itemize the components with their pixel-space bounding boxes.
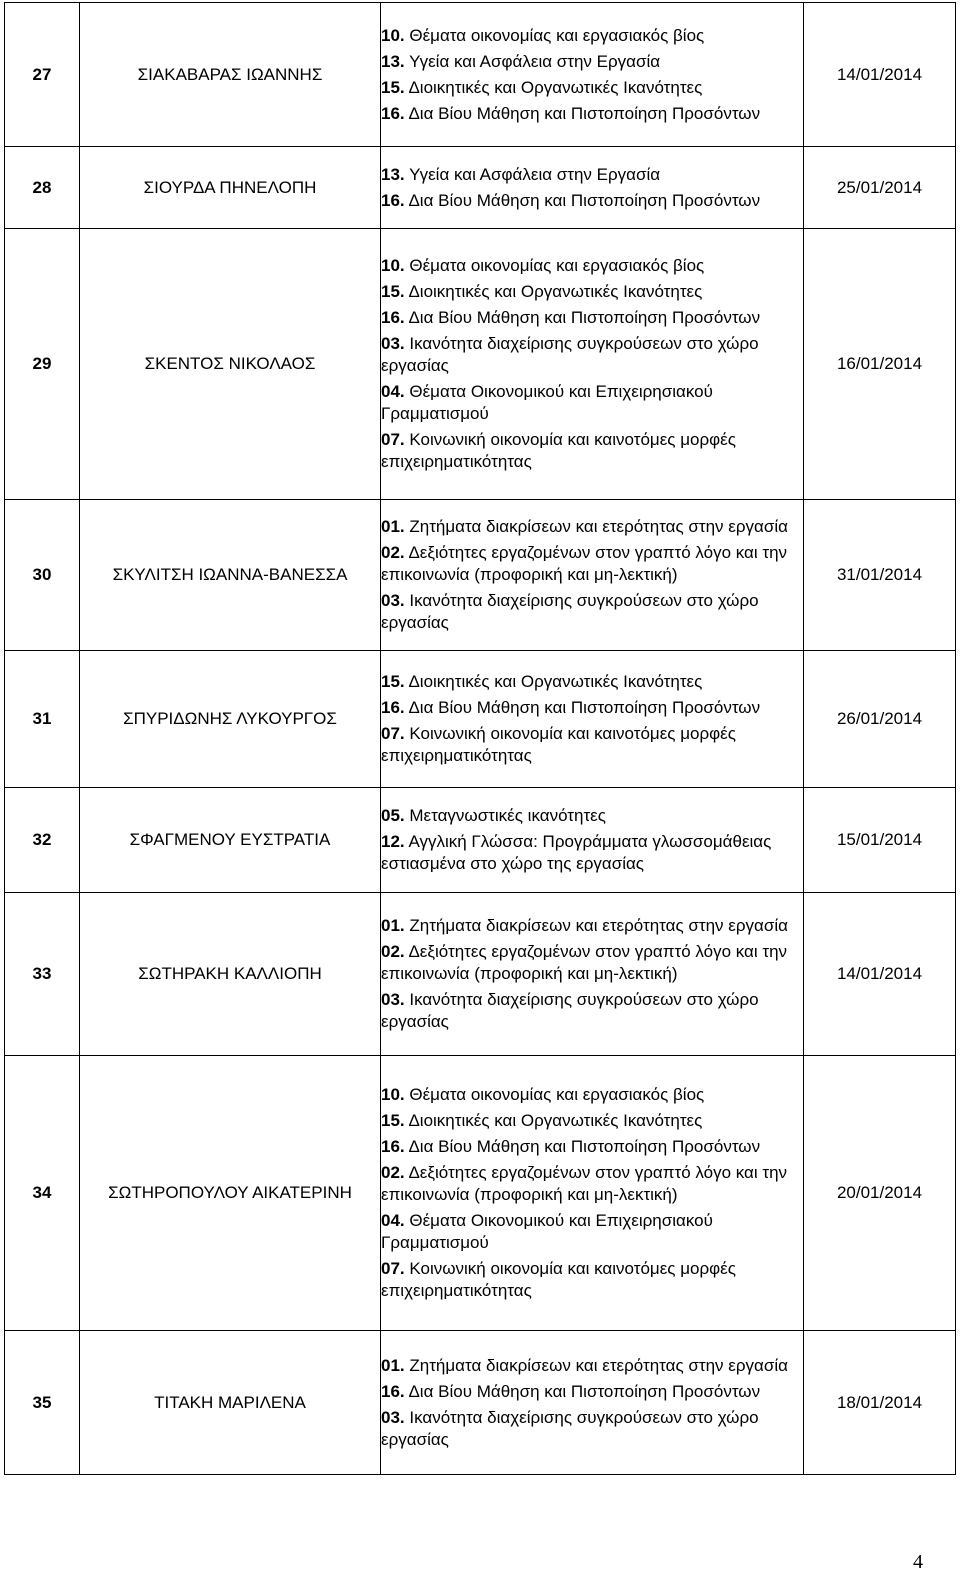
course-item: [381, 25, 803, 47]
course-item: [381, 941, 803, 985]
course-item: [381, 333, 803, 377]
row-number: 30: [5, 500, 80, 651]
course-code: 02.: [381, 942, 405, 961]
participants-table: [4, 2, 956, 1475]
course-title: Δεξιότητες εργαζομένων στον γραπτό λόγο και την επικοινωνία (προφορική και μη-λεκτική): [381, 543, 788, 584]
course-code: 01.: [381, 517, 405, 536]
course-title: Δεξιότητες εργαζομένων στον γραπτό λόγο και την επικοινωνία (προφορική και μη-λεκτική): [381, 1163, 788, 1204]
course-item: [381, 1110, 803, 1132]
course-code: 16.: [381, 190, 405, 210]
course-title: Ζητήματα διακρίσεων και ετερότητας στην εργασία: [409, 916, 788, 935]
course-item: [381, 1355, 803, 1377]
course-title: Δια Βίου Μάθηση και Πιστοποίηση Προσόντων: [408, 1381, 761, 1401]
course-code: 16.: [381, 308, 405, 327]
table-row: [5, 1331, 956, 1475]
course-title: Κοινωνική οικονομία και καινοτόμες μορφές επιχειρηματικότητας: [381, 1259, 736, 1300]
course-date: 31/01/2014: [804, 500, 956, 651]
course-title: Ικανότητα διαχείρισης συγκρούσεων στο χώρο εργασίας: [381, 334, 759, 375]
course-title: Ικανότητα διαχείρισης συγκρούσεων στο χώρο εργασίας: [381, 1407, 759, 1449]
course-item: [381, 1407, 803, 1451]
course-title: Δια Βίου Μάθηση και Πιστοποίηση Προσόντων: [408, 103, 761, 123]
course-code: 07.: [381, 1259, 405, 1278]
course-item: [381, 190, 803, 212]
course-code: 10.: [381, 256, 405, 275]
course-date: 14/01/2014: [804, 893, 956, 1056]
course-title: Υγεία και Ασφάλεια στην Εργασία: [409, 164, 661, 184]
course-item: [381, 1258, 803, 1302]
course-list: [381, 1331, 804, 1475]
course-title: Ικανότητα διαχείρισης συγκρούσεων στο χώρο εργασίας: [381, 591, 759, 632]
participant-name: ΣΩΤΗΡΑΚΗ ΚΑΛΛΙΟΠΗ: [80, 893, 381, 1056]
course-code: 01.: [381, 916, 405, 935]
course-title: Δια Βίου Μάθηση και Πιστοποίηση Προσόντων: [408, 1137, 761, 1156]
row-number: 34: [5, 1056, 80, 1331]
course-title: Μεταγνωστικές ικανότητες: [409, 806, 606, 825]
course-code: 02.: [381, 1163, 405, 1182]
course-item: [381, 805, 803, 827]
row-number: 32: [5, 788, 80, 893]
course-title: Δια Βίου Μάθηση και Πιστοποίηση Προσόντων: [408, 190, 761, 210]
course-list: [381, 500, 804, 651]
row-number: 31: [5, 651, 80, 788]
course-title: Ζητήματα διακρίσεων και ετερότητας στην εργασία: [409, 1355, 788, 1375]
row-number: 29: [5, 229, 80, 500]
participant-name: ΣΦΑΓΜΕΝΟΥ ΕΥΣΤΡΑΤΙΑ: [80, 788, 381, 893]
row-number: 35: [5, 1331, 80, 1475]
course-title: Αγγλική Γλώσσα: Προγράμματα γλωσσομάθειας εστιασμένα στο χώρο της εργασίας: [381, 832, 772, 873]
course-item: [381, 1381, 803, 1403]
course-title: Δεξιότητες εργαζομένων στον γραπτό λόγο και την επικοινωνία (προφορική και μη-λεκτική): [381, 942, 788, 983]
course-code: 16.: [381, 698, 405, 717]
course-code: 16.: [381, 1381, 405, 1401]
participant-name: ΣΙΑΚΑΒΑΡΑΣ ΙΩΑΝΝΗΣ: [80, 3, 381, 147]
course-item: [381, 381, 803, 425]
table-row: [5, 500, 956, 651]
course-title: Διοικητικές και Οργανωτικές Ικανότητες: [408, 77, 703, 97]
course-title: Κοινωνική οικονομία και καινοτόμες μορφές επιχειρηματικότητας: [381, 430, 736, 471]
table-row: [5, 3, 956, 147]
course-date: 26/01/2014: [804, 651, 956, 788]
participant-name: ΣΚΥΛΙΤΣΗ ΙΩΑΝΝΑ-ΒΑΝΕΣΣΑ: [80, 500, 381, 651]
course-title: Διοικητικές και Οργανωτικές Ικανότητες: [408, 1111, 703, 1130]
table-row: [5, 893, 956, 1056]
course-title: Δια Βίου Μάθηση και Πιστοποίηση Προσόντων: [408, 308, 761, 327]
participant-name: ΤΙΤΑΚΗ ΜΑΡΙΛΕΝΑ: [80, 1331, 381, 1475]
participant-name: ΣΙΟΥΡΔΑ ΠΗΝΕΛΟΠΗ: [80, 147, 381, 229]
course-list: [381, 651, 804, 788]
course-code: 02.: [381, 543, 405, 562]
course-code: 10.: [381, 1085, 405, 1104]
course-item: [381, 255, 803, 277]
course-item: [381, 671, 803, 693]
table-row: [5, 147, 956, 229]
course-item: [381, 1084, 803, 1106]
page-number: 4: [913, 1551, 923, 1573]
participants-table-body: [5, 3, 956, 1475]
course-code: 04.: [381, 1211, 405, 1230]
course-code: 07.: [381, 724, 405, 743]
course-list: [381, 893, 804, 1056]
course-item: [381, 723, 803, 767]
table-row: [5, 651, 956, 788]
course-code: 15.: [381, 1111, 405, 1130]
course-title: Ζητήματα διακρίσεων και ετερότητας στην εργασία: [409, 517, 788, 536]
course-item: [381, 103, 803, 125]
participant-name: ΣΚΕΝΤΟΣ ΝΙΚΟΛΑΟΣ: [80, 229, 381, 500]
course-code: 03.: [381, 591, 405, 610]
course-item: [381, 590, 803, 634]
course-date: 14/01/2014: [804, 3, 956, 147]
course-item: [381, 697, 803, 719]
course-code: 10.: [381, 25, 405, 45]
course-list: [381, 147, 804, 229]
course-item: [381, 831, 803, 875]
row-number: 28: [5, 147, 80, 229]
table-row: [5, 229, 956, 500]
course-item: [381, 516, 803, 538]
table-row: [5, 788, 956, 893]
course-list: [381, 1056, 804, 1331]
course-item: [381, 307, 803, 329]
course-code: 01.: [381, 1355, 405, 1375]
course-title: Υγεία και Ασφάλεια στην Εργασία: [409, 51, 661, 71]
course-title: Θέματα οικονομίας και εργασιακός βίος: [409, 1085, 705, 1104]
course-code: 16.: [381, 1137, 405, 1156]
course-title: Δια Βίου Μάθηση και Πιστοποίηση Προσόντων: [408, 698, 761, 717]
course-code: 03.: [381, 334, 405, 353]
course-code: 16.: [381, 103, 405, 123]
course-date: 25/01/2014: [804, 147, 956, 229]
course-code: 15.: [381, 282, 405, 301]
course-date: 20/01/2014: [804, 1056, 956, 1331]
course-item: [381, 1162, 803, 1206]
course-code: 15.: [381, 672, 405, 691]
course-list: [381, 3, 804, 147]
course-code: 13.: [381, 164, 405, 184]
course-code: 04.: [381, 382, 405, 401]
course-title: Διοικητικές και Οργανωτικές Ικανότητες: [408, 672, 703, 691]
participant-name: ΣΠΥΡΙΔΩΝΗΣ ΛΥΚΟΥΡΓΟΣ: [80, 651, 381, 788]
row-number: 27: [5, 3, 80, 147]
table-row: [5, 1056, 956, 1331]
course-code: 13.: [381, 51, 405, 71]
course-list: [381, 788, 804, 893]
course-item: [381, 1136, 803, 1158]
course-item: [381, 281, 803, 303]
course-title: Ικανότητα διαχείρισης συγκρούσεων στο χώρο εργασίας: [381, 990, 759, 1031]
row-number: 33: [5, 893, 80, 1056]
course-code: 03.: [381, 990, 405, 1009]
course-title: Κοινωνική οικονομία και καινοτόμες μορφές επιχειρηματικότητας: [381, 724, 736, 765]
course-code: 03.: [381, 1407, 405, 1427]
course-title: Θέματα Οικονομικού και Επιχειρησιακού Γραμματισμού: [381, 382, 713, 423]
course-title: Θέματα οικονομίας και εργασιακός βίος: [409, 256, 705, 275]
course-date: 18/01/2014: [804, 1331, 956, 1475]
participant-name: ΣΩΤΗΡΟΠΟΥΛΟΥ ΑΙΚΑΤΕΡΙΝΗ: [80, 1056, 381, 1331]
course-title: Διοικητικές και Οργανωτικές Ικανότητες: [408, 282, 703, 301]
course-list: [381, 229, 804, 500]
course-item: [381, 542, 803, 586]
course-date: 16/01/2014: [804, 229, 956, 500]
course-code: 15.: [381, 77, 405, 97]
course-title: Θέματα οικονομίας και εργασιακός βίος: [409, 25, 705, 45]
course-item: [381, 429, 803, 473]
course-code: 12.: [381, 832, 405, 851]
course-item: [381, 915, 803, 937]
course-item: [381, 77, 803, 99]
course-item: [381, 989, 803, 1033]
course-date: 15/01/2014: [804, 788, 956, 893]
course-item: [381, 51, 803, 73]
course-code: 07.: [381, 430, 405, 449]
course-item: [381, 1210, 803, 1254]
course-code: 05.: [381, 806, 405, 825]
course-title: Θέματα Οικονομικού και Επιχειρησιακού Γραμματισμού: [381, 1211, 713, 1252]
course-item: [381, 164, 803, 186]
